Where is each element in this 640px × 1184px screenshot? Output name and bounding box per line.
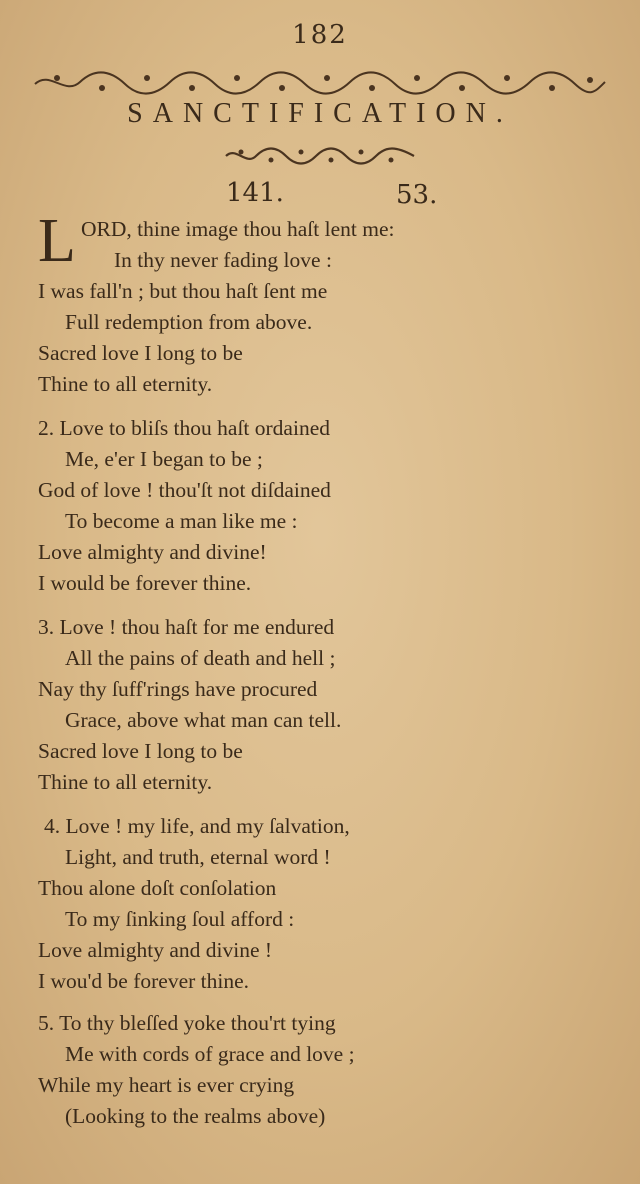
verse-line: God of love ! thou'ſt not diſdained: [38, 478, 331, 502]
verse-line: Me, e'er I began to be ;: [65, 447, 263, 471]
stanza-4: [38, 811, 618, 997]
verse-line: Light, and truth, eternal word !: [65, 845, 331, 869]
verse-line: Sacred love I long to be: [38, 341, 243, 365]
verse-line: Love almighty and divine!: [38, 540, 267, 564]
hymn-header: [226, 178, 466, 212]
scroll-ornament-icon: [220, 144, 420, 168]
verse-line: To my ſinking ſoul afford :: [65, 907, 295, 931]
verse-line: (Looking to the realms above): [65, 1104, 326, 1128]
top-ornament-band: [0, 66, 640, 96]
verse-line: 4. Love ! my life, and my ſalvation,: [44, 814, 350, 838]
tune-number: 53.: [396, 180, 438, 210]
verse-line: While my heart is ever crying: [38, 1073, 295, 1097]
verse-line: In thy never fading love :: [114, 248, 332, 272]
verse-line: Love almighty and divine !: [38, 938, 273, 962]
stanza-5: [38, 1008, 618, 1132]
verse-line: I was fall'n ; but thou haſt ſent me: [38, 279, 328, 303]
verse-line: 2. Love to bliſs thou haſt ordained: [38, 416, 330, 440]
verse-line: Grace, above what man can tell.: [65, 708, 342, 732]
verse-line: 3. Love ! thou haſt for me endured: [38, 615, 335, 639]
middle-ornament-band: [0, 144, 640, 168]
stanza-gap: [38, 400, 618, 413]
stanza-1: [38, 207, 618, 400]
hymn-text: [38, 207, 618, 1132]
verse-line: All the pains of death and hell ;: [65, 646, 336, 670]
verse-line: I would be forever thine.: [38, 571, 252, 595]
verse-line: Sacred love I long to be: [38, 739, 243, 763]
verse-line-text: ORD, thine image thou haſt lent me:: [81, 217, 395, 241]
verse-line: Thine to all eternity.: [38, 372, 213, 396]
verse-line: Thine to all eternity.: [38, 770, 213, 794]
verse-line: Thou alone doſt conſolation: [38, 876, 277, 900]
verse-line: I wou'd be forever thine.: [38, 969, 250, 993]
stanza-3: [38, 612, 618, 798]
verse-line: To become a man like me :: [65, 509, 298, 533]
verse-line: Full redemption from above.: [65, 310, 313, 334]
vine-ornament-icon: [30, 66, 610, 96]
stanza-gap: [38, 599, 618, 612]
stanza-gap: [38, 997, 618, 1008]
drop-cap: L: [38, 207, 76, 275]
page-number: 182: [292, 20, 348, 50]
stanza-gap: [38, 798, 618, 811]
stanza-2: [38, 413, 618, 599]
verse-line: 5. To thy bleſſed yoke thou'rt tying: [38, 1011, 336, 1035]
hymn-number: 141.: [226, 178, 284, 208]
verse-line: Me with cords of grace and love ;: [65, 1042, 355, 1066]
section-title: SANCTIFICATION.: [127, 98, 513, 129]
verse-line: Nay thy ſuff'rings have procured: [38, 677, 318, 701]
